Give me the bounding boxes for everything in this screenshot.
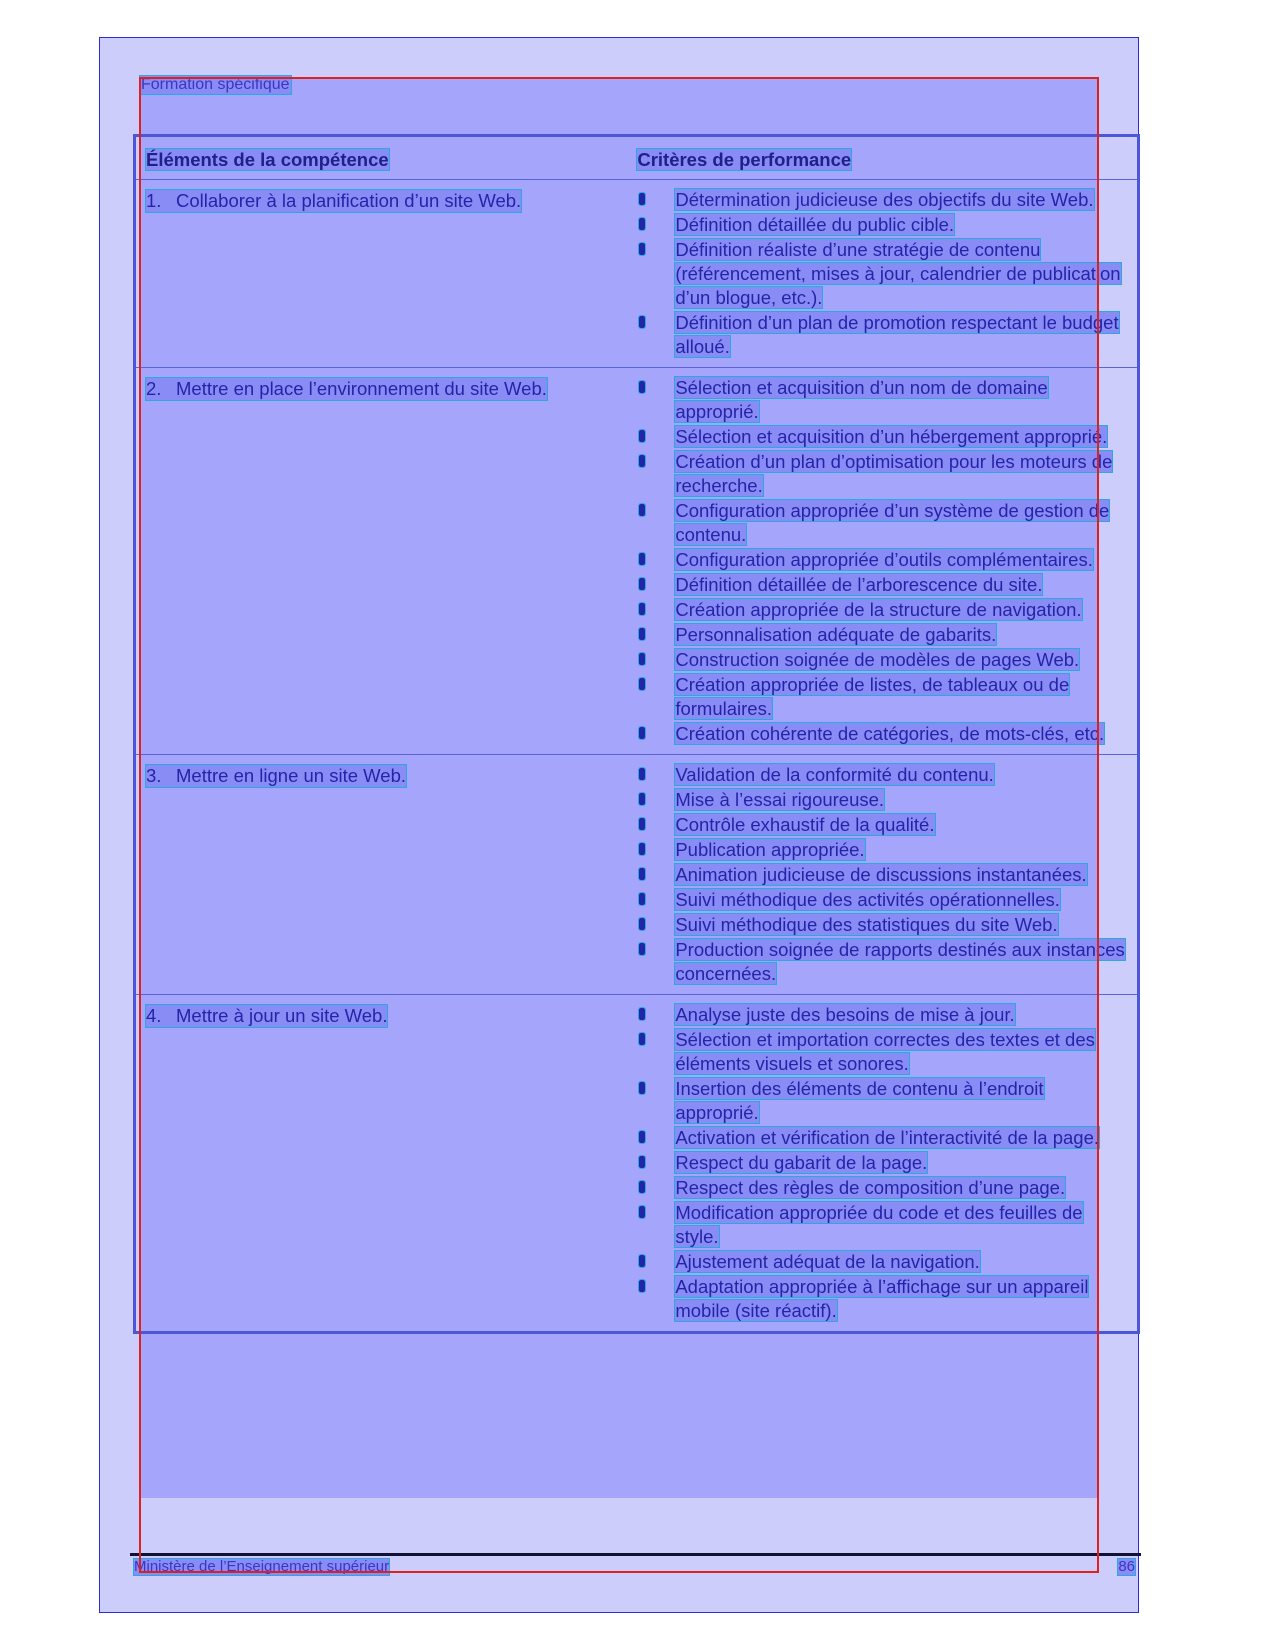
element-text: Mettre en ligne un site Web.	[176, 765, 407, 786]
criteria-text: Construction soignée de modèles de pages Web.	[675, 649, 1080, 670]
table-row	[135, 995, 1139, 1333]
element-number: 1.	[146, 190, 162, 211]
criteria-item	[637, 913, 1127, 937]
bullet-icon	[639, 843, 645, 855]
criteria-item	[637, 623, 1127, 647]
criteria-item	[637, 763, 1127, 787]
table-header-row	[135, 136, 1139, 180]
criteria-text: Mise à l’essai rigoureuse.	[675, 789, 885, 810]
criteria-text: Respect des règles de composition d’une page.	[675, 1177, 1066, 1198]
bullet-icon	[639, 1280, 645, 1292]
column-header-elements	[135, 136, 638, 180]
element-number: 2.	[146, 378, 162, 399]
criteria-item	[637, 938, 1127, 986]
element-text: Mettre à jour un site Web.	[176, 1005, 388, 1026]
bullet-icon	[639, 1033, 645, 1045]
bullet-icon	[639, 893, 645, 905]
criteria-item	[637, 450, 1127, 498]
criteria-text: Configuration appropriée d’un système de gestion de contenu.	[675, 500, 1110, 545]
criteria-list	[637, 763, 1127, 986]
criteria-text: Respect du gabarit de la page.	[675, 1152, 928, 1173]
criteria-item	[637, 499, 1127, 547]
criteria-item	[637, 548, 1127, 572]
criteria-text: Adaptation appropriée à l’affichage sur un appareil mobile (site réactif).	[675, 1276, 1089, 1321]
criteria-text: Ajustement adéquat de la navigation.	[675, 1251, 980, 1272]
element-text: Collaborer à la planification d’un site Web.	[176, 190, 522, 211]
element-cell	[135, 368, 638, 755]
criteria-item	[637, 673, 1127, 721]
criteria-item	[637, 311, 1127, 359]
bullet-icon	[639, 381, 645, 393]
footer-divider	[130, 1553, 1141, 1556]
bullet-icon	[639, 818, 645, 830]
bullet-icon	[639, 678, 645, 690]
bullet-icon	[639, 1082, 645, 1094]
element-cell	[135, 180, 638, 368]
criteria-item	[637, 838, 1127, 862]
criteria-text: Insertion des éléments de contenu à l’endroit approprié.	[675, 1078, 1044, 1123]
criteria-cell	[637, 995, 1138, 1333]
criteria-list	[637, 376, 1127, 746]
criteria-text: Configuration appropriée d’outils complémentaires.	[675, 549, 1093, 570]
footer-page-number: 86	[1118, 1558, 1135, 1575]
bullet-icon	[639, 1156, 645, 1168]
column-header-criteria	[637, 136, 1138, 180]
criteria-item	[637, 1176, 1127, 1200]
criteria-text: Sélection et importation correctes des textes et des éléments visuels et sonores.	[675, 1029, 1095, 1074]
criteria-cell	[637, 368, 1138, 755]
bullet-icon	[639, 430, 645, 442]
criteria-text: Publication appropriée.	[675, 839, 865, 860]
criteria-item	[637, 888, 1127, 912]
element-cell	[135, 995, 638, 1333]
bullet-icon	[639, 1008, 645, 1020]
criteria-item	[637, 1077, 1127, 1125]
footer-ministry: Ministère de l’Enseignement supérieur	[134, 1558, 390, 1575]
bullet-icon	[639, 768, 645, 780]
column-header-criteria-label: Critères de performance	[637, 149, 852, 170]
element-label	[146, 190, 521, 212]
criteria-text: Création appropriée de la structure de navigation.	[675, 599, 1082, 620]
criteria-item	[637, 1151, 1127, 1175]
bullet-icon	[639, 1131, 645, 1143]
bullet-icon	[639, 455, 645, 467]
bullet-icon	[639, 193, 645, 205]
element-text: Mettre en place l’environnement du site Web.	[176, 378, 547, 399]
section-title: Formation spécifique	[141, 76, 290, 93]
criteria-text: Création appropriée de listes, de tableaux ou de formulaires.	[675, 674, 1070, 719]
bullet-icon	[639, 1206, 645, 1218]
element-number: 3.	[146, 765, 162, 786]
bullet-icon	[639, 793, 645, 805]
criteria-text: Définition réaliste d’une stratégie de contenu (référencement, mises à jour, calendrier de publication d’un blogue, etc.).	[675, 239, 1121, 308]
bullet-icon	[639, 316, 645, 328]
criteria-item	[637, 573, 1127, 597]
criteria-text: Contrôle exhaustif de la qualité.	[675, 814, 935, 835]
criteria-item	[637, 376, 1127, 424]
criteria-item	[637, 1201, 1127, 1249]
criteria-item	[637, 813, 1127, 837]
criteria-text: Définition d’un plan de promotion respectant le budget alloué.	[675, 312, 1119, 357]
criteria-text: Sélection et acquisition d’un nom de domaine approprié.	[675, 377, 1048, 422]
bullet-icon	[639, 943, 645, 955]
bullet-icon	[639, 553, 645, 565]
competency-table	[133, 134, 1140, 1334]
element-label	[146, 378, 547, 400]
criteria-text: Activation et vérification de l’interactivité de la page.	[675, 1127, 1100, 1148]
criteria-text: Création d’un plan d’optimisation pour les moteurs de recherche.	[675, 451, 1113, 496]
criteria-text: Personnalisation adéquate de gabarits.	[675, 624, 997, 645]
bullet-icon	[639, 1255, 645, 1267]
criteria-list	[637, 188, 1127, 359]
criteria-item	[637, 863, 1127, 887]
criteria-text: Suivi méthodique des statistiques du site Web.	[675, 914, 1058, 935]
bullet-icon	[639, 603, 645, 615]
criteria-item	[637, 1003, 1127, 1027]
column-header-elements-label: Éléments de la compétence	[146, 149, 389, 170]
criteria-item	[637, 1028, 1127, 1076]
element-label	[146, 1005, 387, 1027]
element-number: 4.	[146, 1005, 162, 1026]
criteria-item	[637, 598, 1127, 622]
criteria-item	[637, 425, 1127, 449]
criteria-item	[637, 1250, 1127, 1274]
criteria-text: Création cohérente de catégories, de mots-clés, etc.	[675, 723, 1105, 744]
criteria-item	[637, 648, 1127, 672]
element-label	[146, 765, 406, 787]
bullet-icon	[639, 628, 645, 640]
table-row	[135, 368, 1139, 755]
criteria-text: Animation judicieuse de discussions instantanées.	[675, 864, 1087, 885]
bullet-icon	[639, 218, 645, 230]
criteria-item	[637, 788, 1127, 812]
criteria-text: Définition détaillée du public cible.	[675, 214, 955, 235]
table-row	[135, 755, 1139, 995]
criteria-text: Production soignée de rapports destinés aux instances concernées.	[675, 939, 1125, 984]
bullet-icon	[639, 653, 645, 665]
table-body	[135, 180, 1139, 1333]
bullet-icon	[639, 868, 645, 880]
element-cell	[135, 755, 638, 995]
criteria-text: Détermination judicieuse des objectifs du site Web.	[675, 189, 1094, 210]
criteria-item	[637, 1275, 1127, 1323]
criteria-item	[637, 213, 1127, 237]
criteria-text: Modification appropriée du code et des feuilles de style.	[675, 1202, 1083, 1247]
criteria-cell	[637, 755, 1138, 995]
criteria-item	[637, 238, 1127, 310]
criteria-item	[637, 722, 1127, 746]
criteria-text: Validation de la conformité du contenu.	[675, 764, 994, 785]
bullet-icon	[639, 243, 645, 255]
criteria-item	[637, 188, 1127, 212]
bullet-icon	[639, 918, 645, 930]
criteria-text: Sélection et acquisition d’un hébergement approprié.	[675, 426, 1108, 447]
table-row	[135, 180, 1139, 368]
criteria-list	[637, 1003, 1127, 1323]
bullet-icon	[639, 504, 645, 516]
bullet-icon	[639, 578, 645, 590]
bullet-icon	[639, 727, 645, 739]
criteria-text: Définition détaillée de l’arborescence du site.	[675, 574, 1043, 595]
criteria-text: Analyse juste des besoins de mise à jour.	[675, 1004, 1015, 1025]
criteria-cell	[637, 180, 1138, 368]
bullet-icon	[639, 1181, 645, 1193]
criteria-text: Suivi méthodique des activités opérationnelles.	[675, 889, 1060, 910]
criteria-item	[637, 1126, 1127, 1150]
